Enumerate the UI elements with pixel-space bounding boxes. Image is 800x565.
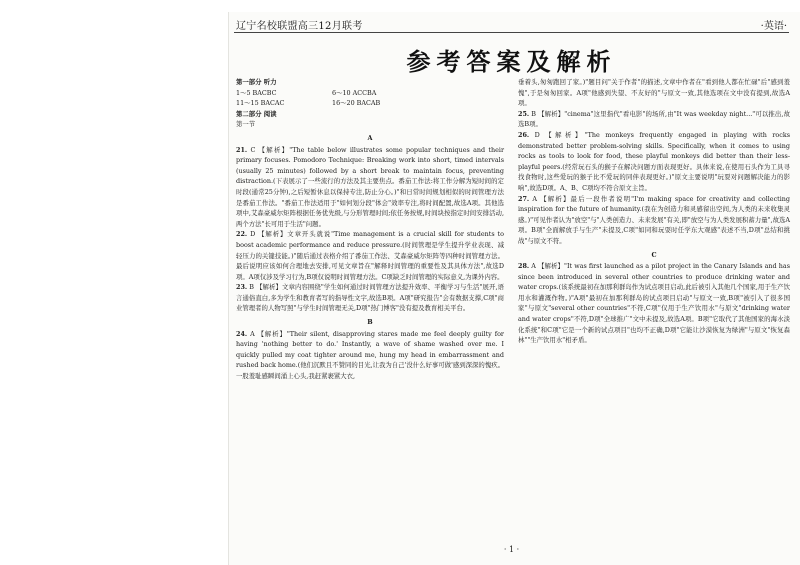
explanation-text: A 【解析】"It was first launched as a pilot project in the Canary Islands and has since been introduced in several other countries to produce drinking water and water crops.(该系统最初在加那利群岛作为试点项目启动,此后被引入其他几个国家,用于生产饮用水和灌溉作物。)"A项"最初在加那利群岛的试点项目启动"与原文一致,B项"被引入了很多国家"与原文"several other countries"不符,C项"仅用于生产饮用水"与原文"drinking water and water crops"不符,D项"全球推广"文中未提及,故选A项。B项"它取代了其他国家的海水淡化系统"和C项"它是一个新的试点项目"也均不正确,D项"它能让沙漠恢复为绿洲"与原文"恢复森林""生产饮用水"相矛盾。: [518, 262, 790, 345]
explanation-text: B 【解析】文章内容围绕"学生如何通过时间管理方法提升效率、平衡学习与生活"展开,语言通俗直白,多为学生和教育者写的指导性文字,故选B项。A项"研究报告"会有数据支撑,C项"商业管理者的人物写照"与学生时间管理无关,D项"热门博客"没有提及教育相关平台。: [236, 283, 504, 313]
subject-label: ·英语·: [760, 21, 787, 32]
part2-heading: 第二部分 阅读: [236, 109, 277, 118]
question-number: 23.: [236, 283, 248, 292]
question-number: 27.: [518, 194, 530, 203]
explanation-text: A 【解析】最后一段作者说明"I'm making space for creativity and collecting inspiration for the future of humanity.(我在为创造力和灵感留出空间,为人类的未来收集灵感。)"可见作者认为"放空"与"人类创造力、未来发展"有关,即"放空与为人类发展积蓄力量",故选A项。B项"全面解放手与生产"未提及,C项"如同和玩耍时任学东大观感"表述不当,D项"总结和挑战"与原文不符。: [518, 194, 790, 245]
question-number: 21.: [236, 145, 248, 154]
explanation-text: A 【解析】"Their silent, disapproving stares made me feel deeply guilty for having 'nothing better to do.' Instantly, a wave of shame washed over me. I quickly pulled my coat tighter around me, hung my head in embarrassment and rushed back home.(他们沉默且不赞同的目光,让我为自己'没什么好事可做'感到深深的愧疚。一股羞耻感瞬间涌上心头,我赶紧裹紧大衣,: [236, 329, 504, 381]
explanation-27: [518, 194, 790, 247]
passage-a-heading: A: [367, 133, 373, 142]
question-number: 28.: [518, 262, 530, 271]
question-number: 26.: [518, 130, 530, 139]
explanation-text: C 【解析】"The table below illustrates some popular techniques and their primary focuses. Pomodoro Technique: Breaking work into short, timed intervals (usually 25 minutes) followed by a short break to maintain focus, preventing distraction.(下表展示了一些流行的方法及其主要焦点。番茄工作法:将工作分解为短时间的定时段(通常25分钟),之后短暂休息以保持专注,防止分心。)"和日常时间规划相似的时间管理方法是番茄工作法。"番茄工作法适用于"如何划分段"体会"效率专注,将时间配置,故选A项。其他选项中,艾森豪威尔矩阵根据任务优先级,与分形管理时间;依任务按规,时间块按指定时间安排活动,两个方法"长可用于生活"问题。: [236, 145, 504, 228]
explanation-23: [236, 282, 504, 314]
explanation-22: [236, 229, 504, 282]
section-heading: 第一节: [236, 120, 256, 129]
exam-name: 辽宁名校联盟高三12月联考: [236, 21, 363, 32]
page-title: 参考答案及解析: [406, 48, 617, 76]
part1-heading: 第一部分 听力: [236, 78, 277, 86]
explanation-24: [236, 329, 504, 382]
answer-cell: 6～10 ACCBA: [332, 88, 377, 97]
question-number: 25.: [518, 109, 530, 118]
answer-row: [236, 98, 504, 109]
answer-cell: 16～20 BACAB: [332, 99, 381, 108]
answer-cell: 11～15 BACAC: [236, 99, 285, 108]
right-column: [518, 77, 790, 346]
question-number: 22.: [236, 230, 248, 239]
explanation-text: D 【解析】"The monkeys frequently engaged in playing with rocks demonstrated better problem-solving skills. Specifically, when it comes to using rocks as tools to look for food, these playful monkeys did better than their less-playful peers.(经常玩石头的猴子在解决问题方面表现更好。具体来说,在使用石头作为工具寻找食物时,这些爱玩的猴子比不爱玩的同伴表现更好。)"原文主要说明"玩耍对问题解决能力的影响",故选D项。A、B、C项均不符合原文主旨。: [518, 130, 790, 192]
passage-c-heading: C: [651, 250, 657, 259]
passage-b-heading: B: [367, 318, 373, 327]
explanation-28: [518, 261, 790, 346]
explanation-24-continued: [518, 77, 790, 109]
explanation-25: [518, 109, 790, 130]
page-header: [234, 14, 789, 33]
explanation-text: D 【解析】文章开头就说"Time management is a crucial skill for students to boost academic performance and reduce pressure.(时间管理是学生提升学业表现、减轻压力的关键技能。)"随后通过表格介绍了番茄工作法、艾森豪威尔矩阵等四种时间管理方法。最后说明应该如何合理地去安排,可见文章旨在"解释时间管理的重要性及其具体方法",故选D项。A项仅涉及学习行为,B项仅说明时间管理方法。C项缺乏时间管理的实际意义,为课外内容。: [236, 230, 504, 281]
answer-cell: 1～5 BACBC: [236, 88, 277, 97]
explanation-text: 垂着头,匆匆跑回了家。)"题目问"关于作者"的描述,文章中作者在"看到他人都在忙碌"后"感到羞愧",于是匆匆回家。A项"他感到失望、不友好的"与原文一致,其他选项在文中没有提到,故选A项。: [518, 78, 790, 108]
explanation-text: B 【解析】"cinema"这里指代"看电影"的场所,由"It was weekday night..."可以推出,故选B项。: [518, 109, 790, 129]
page-number: · 1 ·: [503, 545, 520, 554]
left-column: [236, 77, 504, 382]
explanation-21: [236, 145, 504, 230]
question-number: 24.: [236, 329, 248, 338]
explanation-26: [518, 130, 790, 194]
answer-row: [236, 88, 504, 99]
